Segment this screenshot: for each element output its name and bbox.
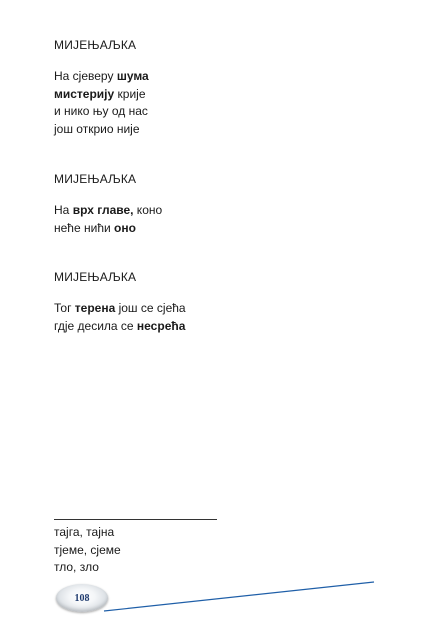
- verse-text: крије: [114, 86, 146, 101]
- page-number: 108: [74, 592, 90, 604]
- verse-emphasis: оно: [114, 220, 136, 235]
- riddle-title: МИЈЕЊАЉКА: [54, 172, 137, 186]
- verse-text: Тог: [54, 301, 75, 315]
- riddle-title: МИЈЕЊАЉКА: [54, 270, 137, 284]
- verse-text: На сјеверу: [54, 69, 117, 83]
- verse-text: коно: [133, 203, 163, 217]
- verse-text: још се сјећа: [118, 301, 186, 315]
- verse-text: На: [54, 203, 73, 217]
- footnote-line: тајга, тајна: [54, 525, 115, 539]
- verse-emphasis: мистерију: [54, 86, 115, 101]
- verse-emphasis: врх главе,: [72, 203, 134, 217]
- verse-emphasis: несрећа: [136, 318, 186, 333]
- verse-text: неће нићи: [54, 220, 115, 235]
- verse-emphasis: шума: [116, 69, 149, 83]
- verse-emphasis: терена: [74, 301, 119, 315]
- verse-text: гдје десила се: [54, 318, 137, 333]
- page-number-badge: [56, 584, 108, 612]
- footer-line-stroke: [104, 582, 374, 611]
- riddle-title: МИЈЕЊАЉКА: [54, 38, 137, 52]
- verse-text: и нико њу од нас: [54, 104, 148, 118]
- footnote-line: тло, зло: [54, 560, 99, 574]
- footnote-line: тјеме, сјеме: [54, 542, 121, 557]
- verse-text: још открио није: [54, 121, 140, 136]
